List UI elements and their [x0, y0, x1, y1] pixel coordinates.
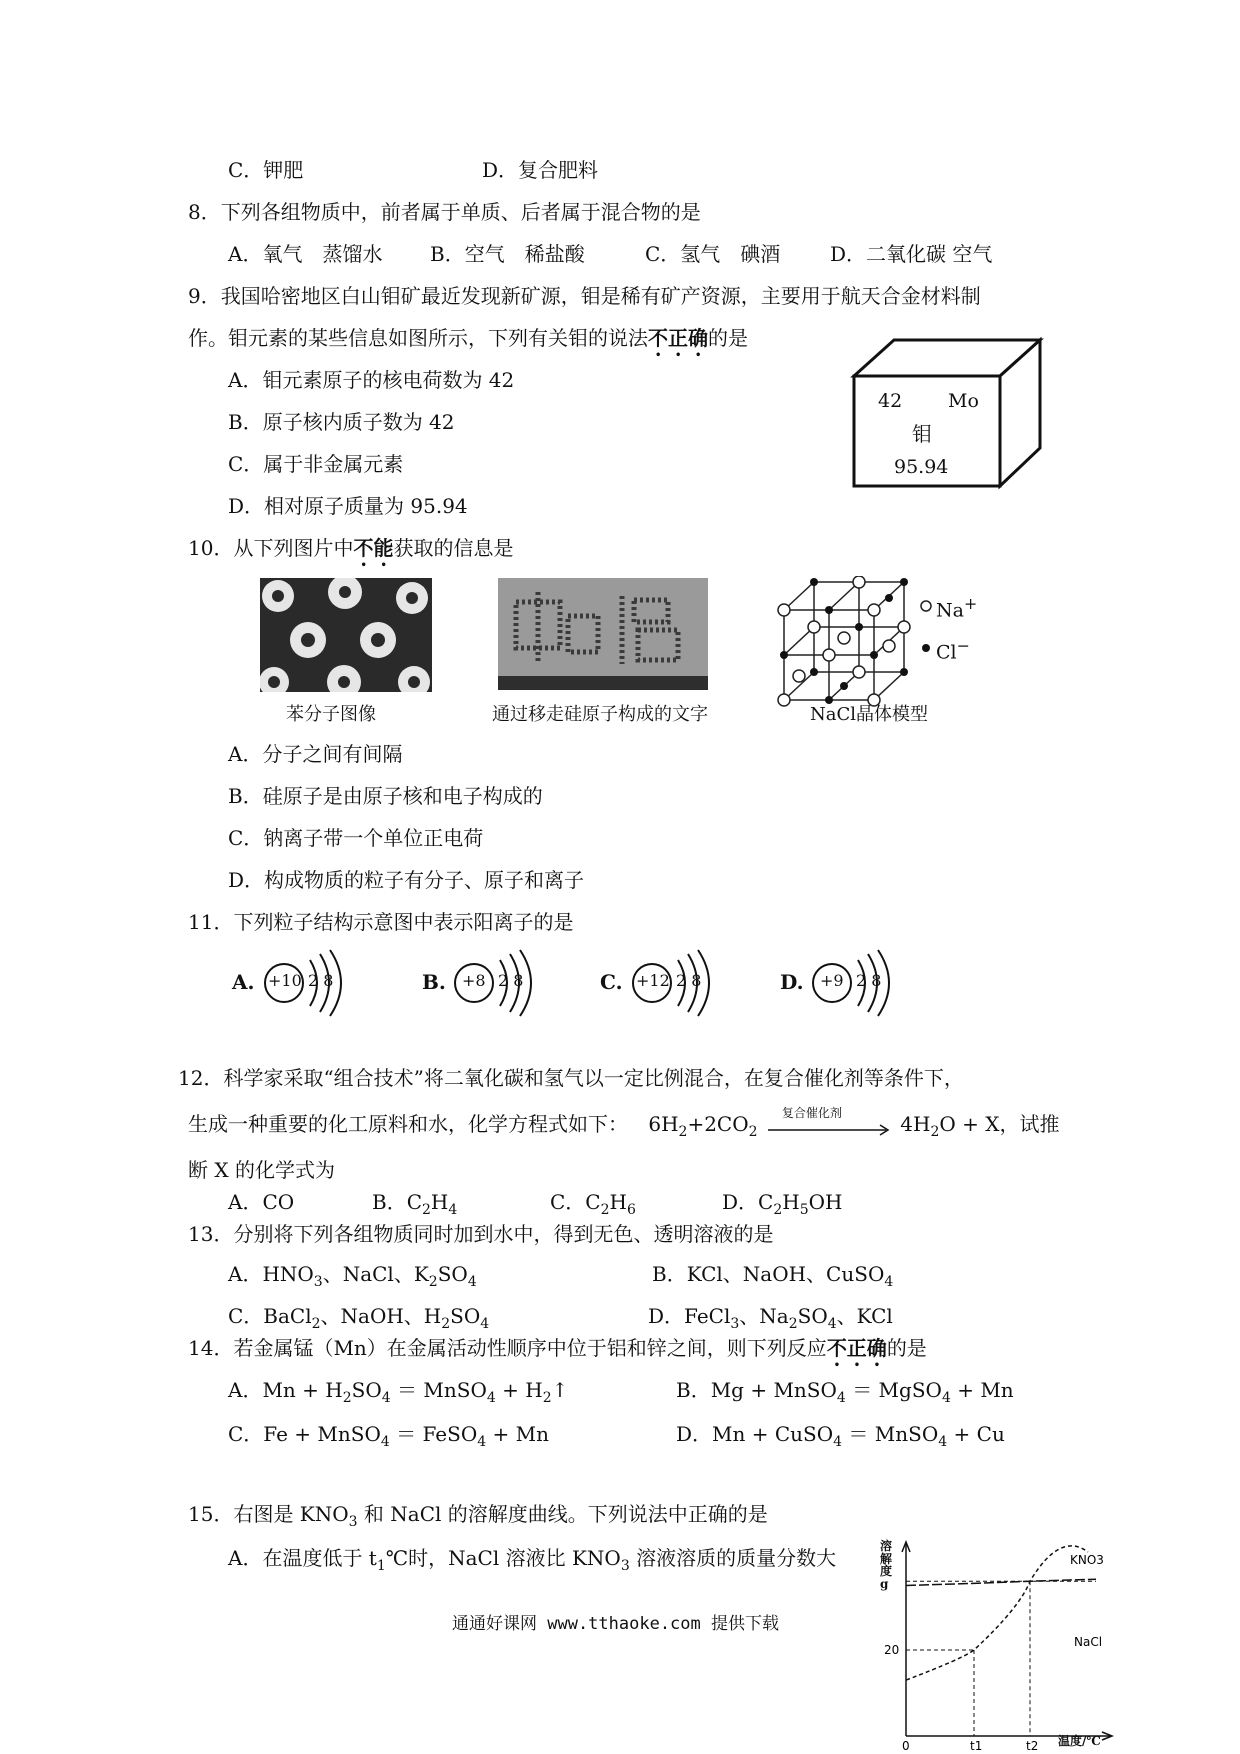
- legend-na-label: Na+: [936, 594, 978, 622]
- q14-stem: 14．若金属锰（Mn）在金属活动性顺序中位于铝和锌之间，则下列反应不正确的是: [188, 1336, 927, 1360]
- q10-option-d: D．构成物质的粒子有分子、原子和离子: [228, 868, 585, 892]
- q11-option-c: C. +12 2 8: [600, 948, 720, 1018]
- q13-option-d: D．FeCl$_3$、$Na_2SO_4$、KCl: [648, 1304, 893, 1332]
- q14-option-b: B．Mg + MnSO$_4$ ＝ MgSO$_4$ + Mn: [676, 1378, 1014, 1406]
- q8-stem: 8．下列各组物质中，前者属于单质、后者属于混合物的是: [188, 200, 701, 224]
- q8-option-d: D．二氧化碳 空气: [830, 242, 993, 266]
- q12-option-d: D．$C_2H_5OH$: [722, 1190, 843, 1218]
- element-number: 42: [878, 390, 903, 412]
- q11-option-d: D. +9 2 8: [780, 948, 900, 1018]
- q9-option-c: C．属于非金属元素: [228, 452, 404, 476]
- q14-option-a: A．$Mn + H_2SO_4$ ＝ MnSO$_4$ + $H_2↑$: [228, 1378, 569, 1406]
- q9-option-b: B．原子核内质子数为 42: [228, 410, 455, 434]
- q12-option-c: C．$C_2H_6$: [550, 1190, 636, 1218]
- q13-option-c: C．BaCl$_2$、NaOH、$H_2SO_4$: [228, 1304, 490, 1332]
- q13-stem: 13．分别将下列各组物质同时加到水中，得到无色、透明溶液的是: [188, 1222, 774, 1246]
- x-tick-t2: t2: [1026, 1739, 1039, 1753]
- q12-line2: 生成一种重要的化工原料和水，化学方程式如下： $6H_2+2CO_2$ 复合催化剂 $4H_2O + X$，试推: [188, 1105, 1060, 1140]
- q11-option-a: A. +10 2 8: [232, 948, 352, 1018]
- caption-nacl: NaCl晶体模型: [810, 704, 929, 725]
- q9-stem-line2: 作。钼元素的某些信息如图所示，下列有关钼的说法不正确的是: [188, 326, 748, 350]
- q11-option-b: B. +8 2 8: [422, 948, 542, 1018]
- q12-option-a: A．CO: [228, 1190, 295, 1214]
- q7-option-c: C．钾肥: [228, 158, 304, 182]
- benzene-molecule-image: [260, 578, 432, 692]
- footer-source: 通通好课网 www.tthaoke.com 提供下载: [452, 1614, 779, 1634]
- chart-ylabel: 溶解度 g: [880, 1539, 893, 1591]
- caption-silicon: 通过移走硅原子构成的文字: [492, 704, 708, 725]
- reaction-arrow: [764, 1105, 894, 1136]
- element-mass: 95.94: [894, 456, 949, 478]
- q13-option-a: A．$HNO_3$、NaCl、$K_2SO_4$: [228, 1262, 477, 1290]
- q12-line1: 12．科学家采取“组合技术”将二氧化碳和氢气以一定比例混合，在复合催化剂等条件下，: [178, 1066, 964, 1090]
- q12-line3: 断 X 的化学式为: [188, 1158, 335, 1182]
- q9-emphasis: 不正确: [648, 326, 708, 350]
- q10-option-b: B．硅原子是由原子核和电子构成的: [228, 784, 543, 808]
- element-symbol: Mo: [948, 390, 979, 412]
- q10-option-a: A．分子之间有间隔: [228, 742, 403, 766]
- solubility-chart: [870, 1536, 1120, 1754]
- element-name: 钼: [912, 422, 932, 446]
- silicon-atoms-image: [498, 578, 708, 690]
- q15-option-a: A．在温度低于 $t_1℃$时，NaCl 溶液比 $KNO_3$ 溶液溶质的质量分数大: [228, 1546, 837, 1574]
- q10-emphasis: 不能: [353, 536, 394, 560]
- catalyst-label: 复合催化剂: [781, 1105, 842, 1120]
- x-tick-0: 0: [902, 1739, 910, 1753]
- legend-cl-label: Cl−: [936, 636, 970, 664]
- q15-stem: 15．右图是 $KNO_3$ 和 NaCl 的溶解度曲线。下列说法中正确的是: [188, 1502, 768, 1530]
- q8-option-c: C．氢气 碘酒: [645, 242, 781, 266]
- q10-option-c: C．钠离子带一个单位正电荷: [228, 826, 484, 850]
- q9-option-d: D．相对原子质量为 95.94: [228, 494, 468, 518]
- q9-stem-line1: 9．我国哈密地区白山钼矿最近发现新矿源，钼是稀有矿产资源，主要用于航天合金材料制: [188, 284, 981, 308]
- q10-stem: 10．从下列图片中不能获取的信息是: [188, 536, 514, 560]
- q14-option-d: D．Mn + CuSO$_4$ ＝ MnSO$_4$ + Cu: [676, 1422, 1005, 1450]
- q12-option-b: B．$C_2H_4$: [372, 1190, 458, 1218]
- q11-stem: 11．下列粒子结构示意图中表示阳离子的是: [188, 910, 574, 934]
- q13-option-b: B．KCl、NaOH、CuSO$_4$: [652, 1262, 894, 1290]
- q14-option-c: C．Fe + MnSO$_4$ ＝ FeSO$_4$ + Mn: [228, 1422, 549, 1450]
- q8-option-b: B．空气 稀盐酸: [430, 242, 585, 266]
- caption-benzene: 苯分子图像: [286, 704, 376, 725]
- q14-emphasis: 不正确: [826, 1336, 887, 1360]
- series-KNO3-line: [906, 1546, 1088, 1680]
- x-tick-t1: t1: [970, 1739, 983, 1753]
- q7-option-d: D．复合肥料: [482, 158, 599, 182]
- y-tick-20: 20: [884, 1643, 900, 1657]
- q8-option-a: A．氧气 蒸馏水: [228, 242, 383, 266]
- series-KNO3-label: KNO3: [1070, 1553, 1104, 1567]
- chart-xlabel: 温度/℃: [1058, 1734, 1101, 1748]
- series-NaCl-line: [906, 1579, 1096, 1585]
- series-NaCl-label: NaCl: [1074, 1635, 1103, 1649]
- q9-option-a: A．钼元素原子的核电荷数为 42: [228, 368, 515, 392]
